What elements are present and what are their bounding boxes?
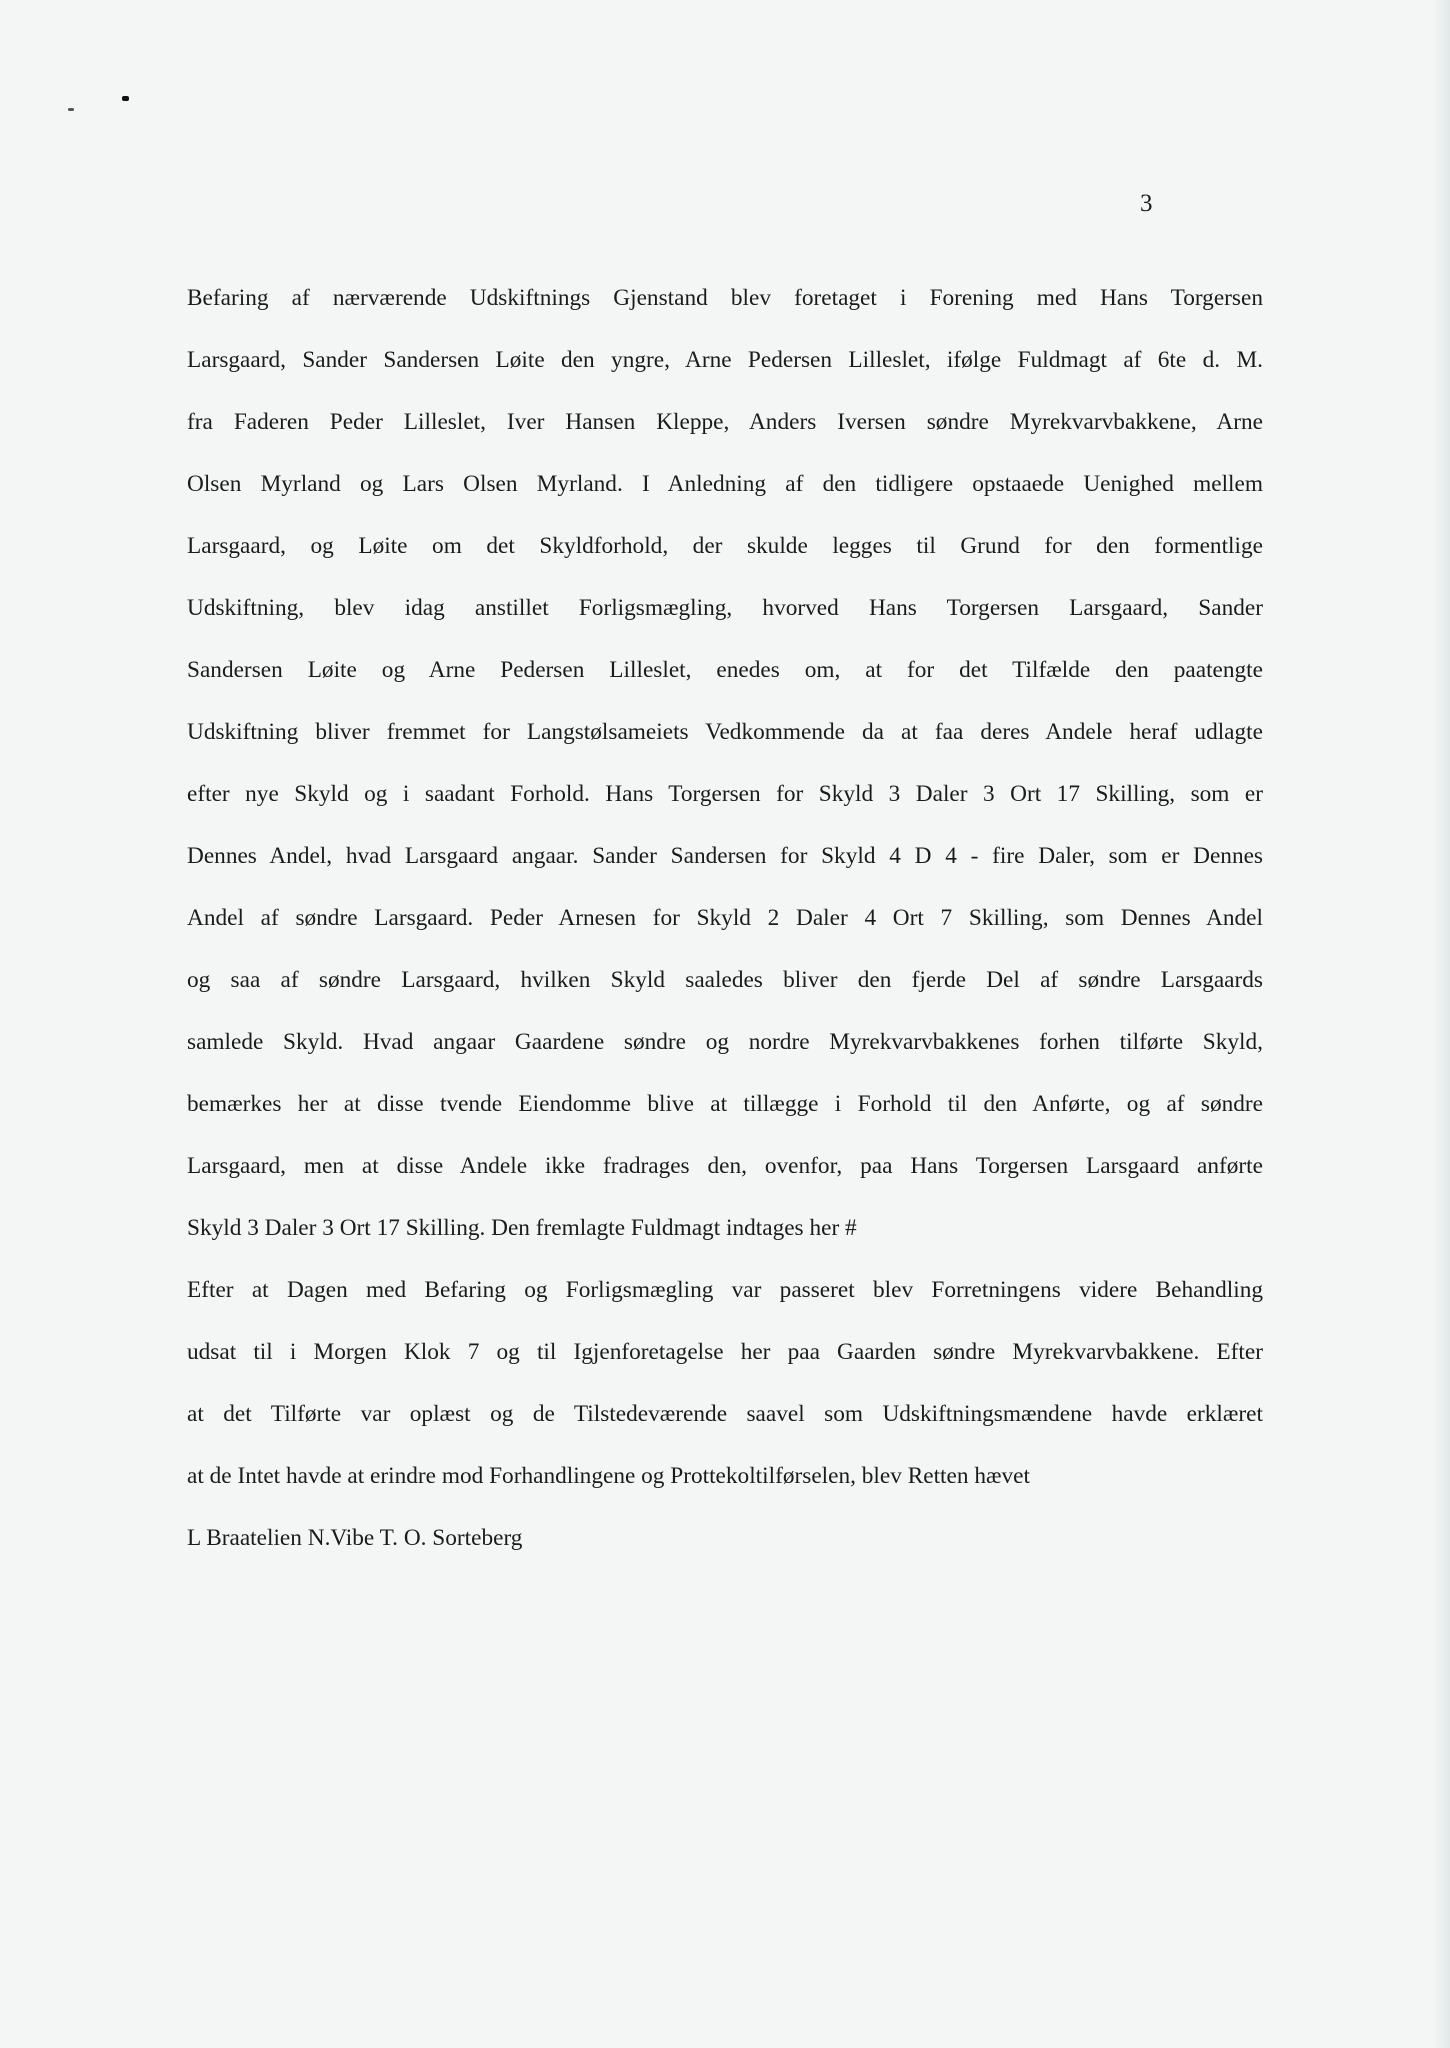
text-line: Andel af søndre Larsgaard. Peder Arnesen for Skyld 2 Daler 4 Ort 7 Skilling, som Dennes Andel (187, 905, 1263, 931)
text-line: Sandersen Løite og Arne Pedersen Lilleslet, enedes om, at for det Tilfælde den paatengte (187, 657, 1263, 683)
text-line: efter nye Skyld og i saadant Forhold. Hans Torgersen for Skyld 3 Daler 3 Ort 17 Skilling, som er (187, 781, 1263, 807)
scan-speck (68, 108, 74, 111)
text-line: Udskiftning, blev idag anstillet Forligsmægling, hvorved Hans Torgersen Larsgaard, Sander (187, 595, 1263, 621)
text-line: Skyld 3 Daler 3 Ort 17 Skilling. Den fremlagte Fuldmagt indtages her # (187, 1215, 857, 1241)
text-line: bemærkes her at disse tvende Eiendomme blive at tillægge i Forhold til den Anførte, og af søndre (187, 1091, 1263, 1117)
text-line: Dennes Andel, hvad Larsgaard angaar. Sander Sandersen for Skyld 4 D 4 - fire Daler, som er Dennes (187, 843, 1263, 869)
page-number: 3 (1140, 190, 1153, 217)
text-line: Efter at Dagen med Befaring og Forligsmægling var passeret blev Forretningens videre Behandling (187, 1277, 1263, 1303)
text-line: Larsgaard, Sander Sandersen Løite den yngre, Arne Pedersen Lilleslet, ifølge Fuldmagt af 6te d. M. (187, 347, 1263, 373)
text-line: at det Tilførte var oplæst og de Tilstedeværende saavel som Udskiftningsmændene havde erklæret (187, 1401, 1263, 1427)
text-line: Befaring af nærværende Udskiftnings Gjenstand blev foretaget i Forening med Hans Torgersen (187, 285, 1263, 311)
scan-speck (122, 96, 129, 101)
text-line: Larsgaard, og Løite om det Skyldforhold, der skulde legges til Grund for den formentlige (187, 533, 1263, 559)
document-body (187, 282, 1263, 1584)
text-line: at de Intet havde at erindre mod Forhandlingene og Prottekoltilførselen, blev Retten hævet (187, 1463, 1030, 1489)
text-line: udsat til i Morgen Klok 7 og til Igjenforetagelse her paa Gaarden søndre Myrekvarvbakkene. Efter (187, 1339, 1263, 1365)
signature-line: L Braatelien N.Vibe T. O. Sorteberg (187, 1525, 523, 1551)
text-line: Olsen Myrland og Lars Olsen Myrland. I Anledning af den tidligere opstaaede Uenighed mellem (187, 471, 1263, 497)
text-line: og saa af søndre Larsgaard, hvilken Skyld saaledes bliver den fjerde Del af søndre Larsgaards (187, 967, 1263, 993)
text-line: Larsgaard, men at disse Andele ikke fradrages den, ovenfor, paa Hans Torgersen Larsgaard anførte (187, 1153, 1263, 1179)
text-line: samlede Skyld. Hvad angaar Gaardene søndre og nordre Myrekvarvbakkenes forhen tilførte Skyld, (187, 1029, 1263, 1055)
text-line: Udskiftning bliver fremmet for Langstølsameiets Vedkommende da at faa deres Andele heraf udlagte (187, 719, 1263, 745)
text-line: fra Faderen Peder Lilleslet, Iver Hansen Kleppe, Anders Iversen søndre Myrekvarvbakkene, Arne (187, 409, 1263, 435)
